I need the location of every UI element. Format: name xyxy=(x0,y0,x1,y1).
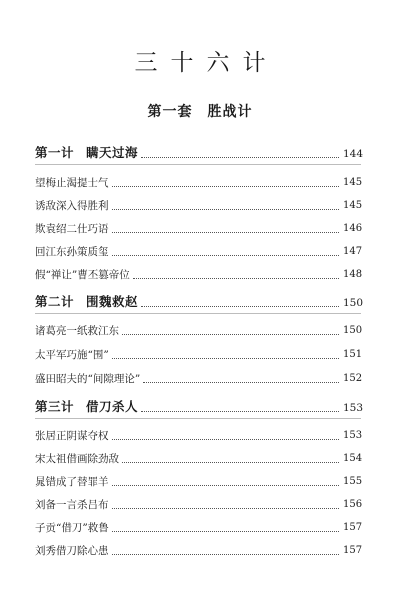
stratagem-number: 第三计 xyxy=(35,399,75,414)
page-number: 153 xyxy=(343,402,364,414)
page-number: 148 xyxy=(343,269,363,280)
page-number: 150 xyxy=(343,325,363,336)
leader-dots xyxy=(112,208,340,210)
toc-stratagem-row[interactable] xyxy=(35,292,364,310)
entry-title: 刘秀借刀除心患 xyxy=(35,545,109,557)
toc-stratagem-row[interactable] xyxy=(35,397,364,415)
divider xyxy=(35,418,361,419)
leader-dots xyxy=(112,254,340,256)
part-title: 第一套 胜战计 xyxy=(147,104,253,120)
toc-entry-row[interactable] xyxy=(35,241,361,259)
leader-dots xyxy=(112,553,340,555)
page-number: 150 xyxy=(343,297,364,309)
leader-dots xyxy=(141,156,339,158)
leader-dots xyxy=(141,305,339,307)
leader-dots xyxy=(112,357,339,359)
page-number: 145 xyxy=(343,200,363,211)
leader-dots xyxy=(112,507,340,509)
entry-title: 宋太祖借画除劲敌 xyxy=(35,453,119,465)
entry-title: 假“禅让”曹丕篡帝位 xyxy=(35,269,130,281)
toc-entry-row[interactable] xyxy=(35,264,361,282)
entry-title: 诱敌深入得胜利 xyxy=(35,200,109,212)
leader-dots xyxy=(141,410,339,412)
stratagem-number: 第一计 xyxy=(35,145,75,160)
page-number: 144 xyxy=(343,148,364,160)
toc-entry-row[interactable] xyxy=(35,540,361,558)
leader-dots xyxy=(133,277,339,279)
page-number: 154 xyxy=(343,453,363,464)
entry-title: 回江东孙策质玺 xyxy=(35,246,109,258)
entry-title: 张居正阴谋夺权 xyxy=(35,430,109,442)
page-number: 153 xyxy=(343,430,363,441)
toc-entry-row[interactable] xyxy=(35,471,361,489)
page-number: 145 xyxy=(343,177,363,188)
book-title: 三十六计 xyxy=(134,50,279,76)
leader-dots xyxy=(112,438,340,440)
entry-title: 诸葛亮一纸救江东 xyxy=(35,325,119,337)
divider xyxy=(35,164,361,165)
toc-entry-row[interactable] xyxy=(35,344,361,362)
leader-dots xyxy=(122,333,339,335)
divider xyxy=(35,313,361,314)
leader-dots xyxy=(112,530,339,532)
page-number: 152 xyxy=(343,373,363,384)
toc-entry-row[interactable] xyxy=(35,368,361,386)
page-number: 151 xyxy=(343,349,363,360)
entry-title: 晁错成了替罪羊 xyxy=(35,476,109,488)
leader-dots xyxy=(112,231,340,233)
stratagem-number: 第二计 xyxy=(35,294,75,309)
toc-entry-row[interactable] xyxy=(35,517,361,535)
toc-entry-row[interactable] xyxy=(35,320,361,338)
page-number: 157 xyxy=(343,545,363,556)
leader-dots xyxy=(112,484,340,486)
page-number: 155 xyxy=(343,476,363,487)
page-number: 146 xyxy=(343,223,363,234)
entry-title: 盛田昭夫的“间隙理论” xyxy=(35,373,141,385)
stratagem-name: 围魏救赵 xyxy=(86,294,139,309)
toc-entry-row[interactable] xyxy=(35,195,361,213)
page-number: 147 xyxy=(343,246,363,257)
toc-entry-row[interactable] xyxy=(35,448,361,466)
leader-dots xyxy=(122,461,339,463)
toc-entry-row[interactable] xyxy=(35,494,361,512)
leader-dots xyxy=(112,185,340,187)
stratagem-name: 借刀杀人 xyxy=(86,399,139,414)
page-number: 157 xyxy=(343,522,363,533)
toc-entry-row[interactable] xyxy=(35,425,361,443)
entry-title: 子贡“借刀”救鲁 xyxy=(35,522,109,534)
entry-title: 欺袁绍二仕巧语 xyxy=(35,223,109,235)
toc-stratagem-row[interactable] xyxy=(35,143,364,161)
stratagem-name: 瞒天过海 xyxy=(86,145,139,160)
entry-title: 望梅止渴提士气 xyxy=(35,177,109,189)
page-number: 156 xyxy=(343,499,363,510)
entry-title: 刘备一言杀吕布 xyxy=(35,499,109,511)
toc-entry-row[interactable] xyxy=(35,172,361,190)
entry-title: 太平军巧施“围” xyxy=(35,349,109,361)
toc-entry-row[interactable] xyxy=(35,218,361,236)
leader-dots xyxy=(143,381,339,383)
